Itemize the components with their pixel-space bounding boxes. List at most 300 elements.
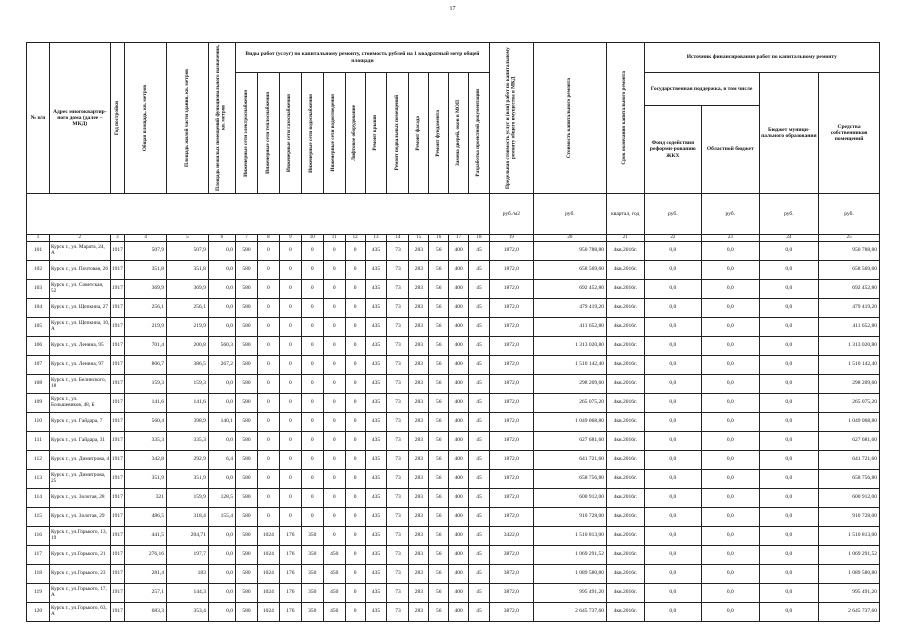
cell-work-cost: 73 [387,488,409,507]
cell-deadline: 4кв.2016г. [606,336,644,355]
cell-work-cost: 73 [387,450,409,469]
cell-nonres-area: 0,0 [208,469,235,488]
cell-work-cost: 73 [387,545,409,564]
unit-regional: руб. [702,194,759,235]
cell-work-cost: 0 [301,450,323,469]
cell-work-cost: 0 [279,393,301,412]
cell-work-cost: 400 [449,355,469,374]
cell-num: 112 [27,450,50,469]
table-body [27,241,880,621]
cell-work-cost: 73 [387,279,409,298]
header-work-7: Ремонт крыши [365,73,387,194]
cell-work-cost: 73 [387,507,409,526]
cell-work-cost: 73 [387,241,409,260]
cell-work-cost: 176 [279,564,301,583]
cell-work-cost: 283 [409,317,429,336]
cell-work-cost: 580 [236,374,258,393]
cell-living-area: 335,3 [167,431,209,450]
column-index-cell: 18 [469,235,490,242]
cell-municipal: 0,0 [759,431,819,450]
cell-address: Курск г., ул.Горького, 63, А [49,602,110,621]
cell-municipal: 0,0 [759,241,819,260]
cell-deadline: 4кв.2016г. [606,298,644,317]
cell-work-cost: 176 [279,526,301,545]
cell-work-cost: 0 [301,374,323,393]
cell-work-cost: 56 [429,298,449,317]
cell-nonres-area: 155,4 [208,507,235,526]
table-row [27,355,880,374]
cell-regional: 0,0 [702,412,759,431]
cell-work-cost: 73 [387,564,409,583]
cell-owners: 298 209,60 [819,374,880,393]
cell-limit-cost: 3872,0 [489,564,533,583]
cell-living-area: 353,4 [167,602,209,621]
cell-work-cost: 435 [365,488,387,507]
cell-cap-cost: 479 419,20 [533,298,606,317]
cell-regional: 0,0 [702,564,759,583]
cell-work-cost: 283 [409,545,429,564]
cell-work-cost: 0 [323,469,345,488]
cell-work-cost: 0 [345,450,365,469]
cell-work-cost: 1024 [257,564,279,583]
cell-living-area: 507,9 [167,241,209,260]
cell-work-cost: 0 [301,393,323,412]
cell-work-cost: 400 [449,488,469,507]
cell-living-area: 204,71 [167,526,209,545]
cell-work-cost: 0 [257,431,279,450]
cell-work-cost: 283 [409,450,429,469]
cell-regional: 0,0 [702,526,759,545]
cell-work-cost: 435 [365,393,387,412]
header-cap-cost: Стоимость капитального ремонта [533,43,606,194]
cell-regional: 0,0 [702,507,759,526]
cell-work-cost: 73 [387,355,409,374]
cell-nonres-area: 0,0 [208,374,235,393]
header-total-area: Общая площадь, кв. метров [125,43,167,194]
cell-living-area: 318,4 [167,507,209,526]
cell-owners: 1 049 068,80 [819,412,880,431]
cell-nonres-area: 0,0 [208,279,235,298]
header-owners: Средства собственников помещений [819,73,880,194]
cell-limit-cost: 1872,0 [489,469,533,488]
cell-cap-cost: 995 491,20 [533,583,606,602]
cell-work-cost: 0 [279,317,301,336]
cell-num: 103 [27,279,50,298]
header-work-10: Ремонт фундамента [429,73,449,194]
cell-cap-cost: 1 510 142,40 [533,355,606,374]
cell-work-cost: 400 [449,241,469,260]
cell-year: 1917 [110,279,125,298]
cell-work-cost: 0 [345,317,365,336]
cell-living-area: 351,9 [167,469,209,488]
cell-work-cost: 56 [429,564,449,583]
cell-work-cost: 0 [257,260,279,279]
cell-living-area: 219,9 [167,317,209,336]
cell-deadline: 4кв.2016г. [606,469,644,488]
cell-work-cost: 283 [409,564,429,583]
cell-work-cost: 176 [279,602,301,621]
cell-work-cost: 400 [449,317,469,336]
cell-work-cost: 1024 [257,545,279,564]
column-index-cell: 22 [644,235,701,242]
cell-total-area: 806,7 [125,355,167,374]
cell-deadline: 4кв.2016г. [606,374,644,393]
cell-work-cost: 580 [236,279,258,298]
cell-work-cost: 0 [279,469,301,488]
column-index-cell: 13 [365,235,387,242]
cell-fund: 0,0 [644,602,701,621]
cell-cap-cost: 950 788,80 [533,241,606,260]
cell-fund: 0,0 [644,298,701,317]
cell-work-cost: 400 [449,431,469,450]
cell-work-cost: 0 [279,298,301,317]
cell-year: 1917 [110,241,125,260]
cell-deadline: 4кв.2016г. [606,450,644,469]
cell-work-cost: 45 [469,545,490,564]
cell-work-cost: 350 [301,583,323,602]
cell-work-cost: 45 [469,336,490,355]
cell-num: 108 [27,374,50,393]
header-limit-cost: Предельная стоимость услуг и (или) работ по капитальному ремонту общего имущества в МКД [489,43,533,194]
cell-total-area: 159,3 [125,374,167,393]
cell-work-cost: 73 [387,526,409,545]
cell-work-cost: 0 [301,507,323,526]
cell-work-cost: 435 [365,317,387,336]
cell-municipal: 0,0 [759,355,819,374]
cell-work-cost: 400 [449,374,469,393]
cell-work-cost: 45 [469,279,490,298]
cell-owners: 1 089 580,80 [819,564,880,583]
cell-work-cost: 283 [409,431,429,450]
cell-work-cost: 0 [345,431,365,450]
cell-work-cost: 435 [365,602,387,621]
cell-work-cost: 435 [365,336,387,355]
cell-cap-cost: 298 209,60 [533,374,606,393]
cell-work-cost: 1024 [257,602,279,621]
cell-owners: 411 652,80 [819,317,880,336]
cell-municipal: 0,0 [759,488,819,507]
cell-fund: 0,0 [644,317,701,336]
table-row [27,336,880,355]
cell-work-cost: 176 [279,583,301,602]
cell-work-cost: 580 [236,564,258,583]
table-row [27,298,880,317]
cell-work-cost: 580 [236,431,258,450]
header-work-4: Инженерные сети водоснабжения [301,73,323,194]
cell-work-cost: 56 [429,583,449,602]
table-row [27,260,880,279]
cell-limit-cost: 3872,0 [489,583,533,602]
table-row [27,602,880,621]
cell-work-cost: 45 [469,488,490,507]
cell-work-cost: 283 [409,488,429,507]
cell-limit-cost: 1872,0 [489,298,533,317]
table-row [27,317,880,336]
table-row [27,279,880,298]
cell-living-area: 159,3 [167,374,209,393]
cell-address: Курск г., ул. Ленина, 97 [49,355,110,374]
cell-work-cost: 580 [236,507,258,526]
header-work-9: Ремонт фасада [409,73,429,194]
cell-owners: 627 681,60 [819,431,880,450]
cell-regional: 0,0 [702,583,759,602]
cell-municipal: 0,0 [759,374,819,393]
cell-work-cost: 580 [236,583,258,602]
cell-living-area: 197,7 [167,545,209,564]
cell-deadline: 4кв.2016г. [606,488,644,507]
cell-cap-cost: 1 089 580,80 [533,564,606,583]
cell-year: 1917 [110,412,125,431]
cell-work-cost: 0 [345,412,365,431]
cell-work-cost: 0 [279,412,301,431]
cell-address: Курск г., ул. Ленина, 95 [49,336,110,355]
cell-total-area: 342,8 [125,450,167,469]
cell-work-cost: 73 [387,583,409,602]
cell-owners: 658 756,80 [819,469,880,488]
cell-limit-cost: 1872,0 [489,241,533,260]
cell-address: Курск г., ул.Горького, 23 [49,564,110,583]
table-row [27,507,880,526]
table-row [27,431,880,450]
cell-work-cost: 0 [301,260,323,279]
cell-nonres-area: 0,0 [208,298,235,317]
cell-living-area: 398,9 [167,412,209,431]
header-living-area: Площадь жилой части здания, кв. метров [167,43,209,194]
cell-work-cost: 0 [301,355,323,374]
cell-work-cost: 0 [345,393,365,412]
cell-work-cost: 0 [345,241,365,260]
cell-limit-cost: 1872,0 [489,317,533,336]
cell-nonres-area: 140,1 [208,412,235,431]
cell-work-cost: 56 [429,260,449,279]
cell-municipal: 0,0 [759,450,819,469]
cell-limit-cost: 1872,0 [489,488,533,507]
cell-work-cost: 73 [387,393,409,412]
cell-year: 1917 [110,260,125,279]
cell-work-cost: 0 [345,602,365,621]
cell-work-cost: 283 [409,526,429,545]
cell-num: 111 [27,431,50,450]
cell-work-cost: 450 [323,602,345,621]
cell-work-cost: 283 [409,412,429,431]
column-index-cell: 19 [489,235,533,242]
cell-work-cost: 283 [409,602,429,621]
cell-year: 1917 [110,355,125,374]
header-work-1: Инженерные сети электроснабжения [236,73,258,194]
cell-work-cost: 0 [345,507,365,526]
column-index-cell: 3 [110,235,125,242]
cell-work-cost: 0 [345,355,365,374]
cell-cap-cost: 265 075,20 [533,393,606,412]
cell-work-cost: 450 [323,564,345,583]
cell-year: 1917 [110,507,125,526]
table-row [27,526,880,545]
cell-work-cost: 176 [279,545,301,564]
cell-fund: 0,0 [644,412,701,431]
cell-address: Курск г., ул. Золотая, 28 [49,488,110,507]
cell-total-area: 321 [125,488,167,507]
cell-nonres-area: 0,0 [208,564,235,583]
cell-work-cost: 0 [323,393,345,412]
cell-total-area: 369,9 [125,279,167,298]
cell-work-cost: 435 [365,507,387,526]
column-index-cell: 21 [606,235,644,242]
cell-work-cost: 0 [323,507,345,526]
cell-work-cost: 435 [365,564,387,583]
header-work-6: Лифтовое оборудование [345,73,365,194]
cell-work-cost: 45 [469,298,490,317]
cell-work-cost: 73 [387,469,409,488]
cell-work-cost: 0 [257,298,279,317]
cell-owners: 692 452,80 [819,279,880,298]
cell-work-cost: 0 [345,298,365,317]
cell-address: Курск г., ул. Большевиков, 48, Б [49,393,110,412]
cell-work-cost: 0 [279,336,301,355]
cell-work-cost: 435 [365,545,387,564]
cell-cap-cost: 658 756,80 [533,469,606,488]
header-num: № п/п [27,43,50,194]
cell-work-cost: 56 [429,545,449,564]
cell-work-cost: 0 [345,526,365,545]
cell-work-cost: 56 [429,374,449,393]
cell-municipal: 0,0 [759,317,819,336]
cell-year: 1917 [110,336,125,355]
cell-work-cost: 0 [323,374,345,393]
column-index-cell: 20 [533,235,606,242]
cell-cap-cost: 600 912,00 [533,488,606,507]
cell-work-cost: 580 [236,317,258,336]
cell-limit-cost: 3872,0 [489,545,533,564]
cell-municipal: 0,0 [759,469,819,488]
cell-work-cost: 56 [429,336,449,355]
cell-work-cost: 0 [345,583,365,602]
cell-work-cost: 435 [365,374,387,393]
table-row [27,469,880,488]
unit-deadline: квартал, год [606,194,644,235]
cell-work-cost: 283 [409,469,429,488]
cell-fund: 0,0 [644,545,701,564]
cell-owners: 1 069 291,52 [819,545,880,564]
cell-owners: 1 313 020,80 [819,336,880,355]
cell-cap-cost: 658 569,60 [533,260,606,279]
cell-owners: 600 912,00 [819,488,880,507]
cell-work-cost: 56 [429,602,449,621]
cell-living-area: 369,9 [167,279,209,298]
cell-work-cost: 1024 [257,583,279,602]
cell-fund: 0,0 [644,260,701,279]
cell-limit-cost: 1872,0 [489,507,533,526]
cell-municipal: 0,0 [759,583,819,602]
cell-work-cost: 350 [301,602,323,621]
cell-work-cost: 0 [301,469,323,488]
cell-total-area: 486,5 [125,507,167,526]
cell-owners: 1 510 142,40 [819,355,880,374]
cell-work-cost: 0 [323,412,345,431]
cell-work-cost: 0 [323,488,345,507]
column-index-cell: 7 [236,235,258,242]
cell-work-cost: 580 [236,488,258,507]
header-deadline: Срок окончания капитального ремонта [606,43,644,194]
cell-work-cost: 45 [469,526,490,545]
cell-total-area: 701,4 [125,336,167,355]
cell-work-cost: 283 [409,355,429,374]
cell-living-area: 200,8 [167,336,209,355]
cell-year: 1917 [110,488,125,507]
cell-work-cost: 0 [279,431,301,450]
cell-work-cost: 56 [429,507,449,526]
cell-deadline: 4кв.2016г. [606,545,644,564]
cell-work-cost: 580 [236,602,258,621]
cell-work-cost: 400 [449,602,469,621]
units-row [27,194,880,235]
table-row [27,374,880,393]
cell-work-cost: 350 [301,564,323,583]
column-index-cell: 24 [759,235,819,242]
cell-living-area: 144,3 [167,583,209,602]
cell-work-cost: 0 [301,431,323,450]
cell-regional: 0,0 [702,602,759,621]
cell-work-cost: 400 [449,545,469,564]
cell-work-cost: 400 [449,260,469,279]
cell-work-cost: 45 [469,412,490,431]
cell-year: 1917 [110,526,125,545]
cell-cap-cost: 2 645 737,60 [533,602,606,621]
cell-limit-cost: 1872,0 [489,412,533,431]
cell-nonres-area: 0,0 [208,583,235,602]
cell-living-area: 183 [167,564,209,583]
cell-work-cost: 580 [236,241,258,260]
cell-work-cost: 580 [236,526,258,545]
cell-nonres-area: 0,0 [208,241,235,260]
cell-limit-cost: 1872,0 [489,260,533,279]
cell-limit-cost: 1872,0 [489,431,533,450]
cell-address: Курск г., ул. Щепкина, 27 [49,298,110,317]
header-funding-group: Источник финансирования работ по капитальному ремонту [644,43,879,73]
cell-living-area: 141,6 [167,393,209,412]
cell-num: 110 [27,412,50,431]
table-row [27,450,880,469]
cell-deadline: 4кв.2016г. [606,279,644,298]
cell-work-cost: 580 [236,545,258,564]
header-year: Год постройки [110,43,125,194]
cell-work-cost: 0 [257,241,279,260]
cell-work-cost: 0 [323,241,345,260]
cell-address: Курск г., ул. Советская, 52 [49,279,110,298]
cell-work-cost: 0 [301,412,323,431]
cell-limit-cost: 1872,0 [489,393,533,412]
cell-work-cost: 0 [345,469,365,488]
table-row [27,564,880,583]
cell-nonres-area: 267,2 [208,355,235,374]
cell-nonres-area: 0,0 [208,602,235,621]
cell-address: Курск г., ул. Гайдара, 7 [49,412,110,431]
cell-work-cost: 435 [365,355,387,374]
cell-num: 104 [27,298,50,317]
cell-work-cost: 73 [387,260,409,279]
cell-municipal: 0,0 [759,393,819,412]
cell-work-cost: 73 [387,336,409,355]
column-index-cell: 16 [429,235,449,242]
column-index-cell: 4 [125,235,167,242]
column-index-cell: 1 [27,235,50,242]
cell-total-area: 507,9 [125,241,167,260]
column-index-cell: 2 [49,235,110,242]
cell-work-cost: 450 [323,583,345,602]
header-work-5: Инженерные сети водоотведения [323,73,345,194]
cell-limit-cost: 1872,0 [489,279,533,298]
cell-work-cost: 45 [469,431,490,450]
cell-address: Курск г., ул. Щепкина, 10, А [49,317,110,336]
